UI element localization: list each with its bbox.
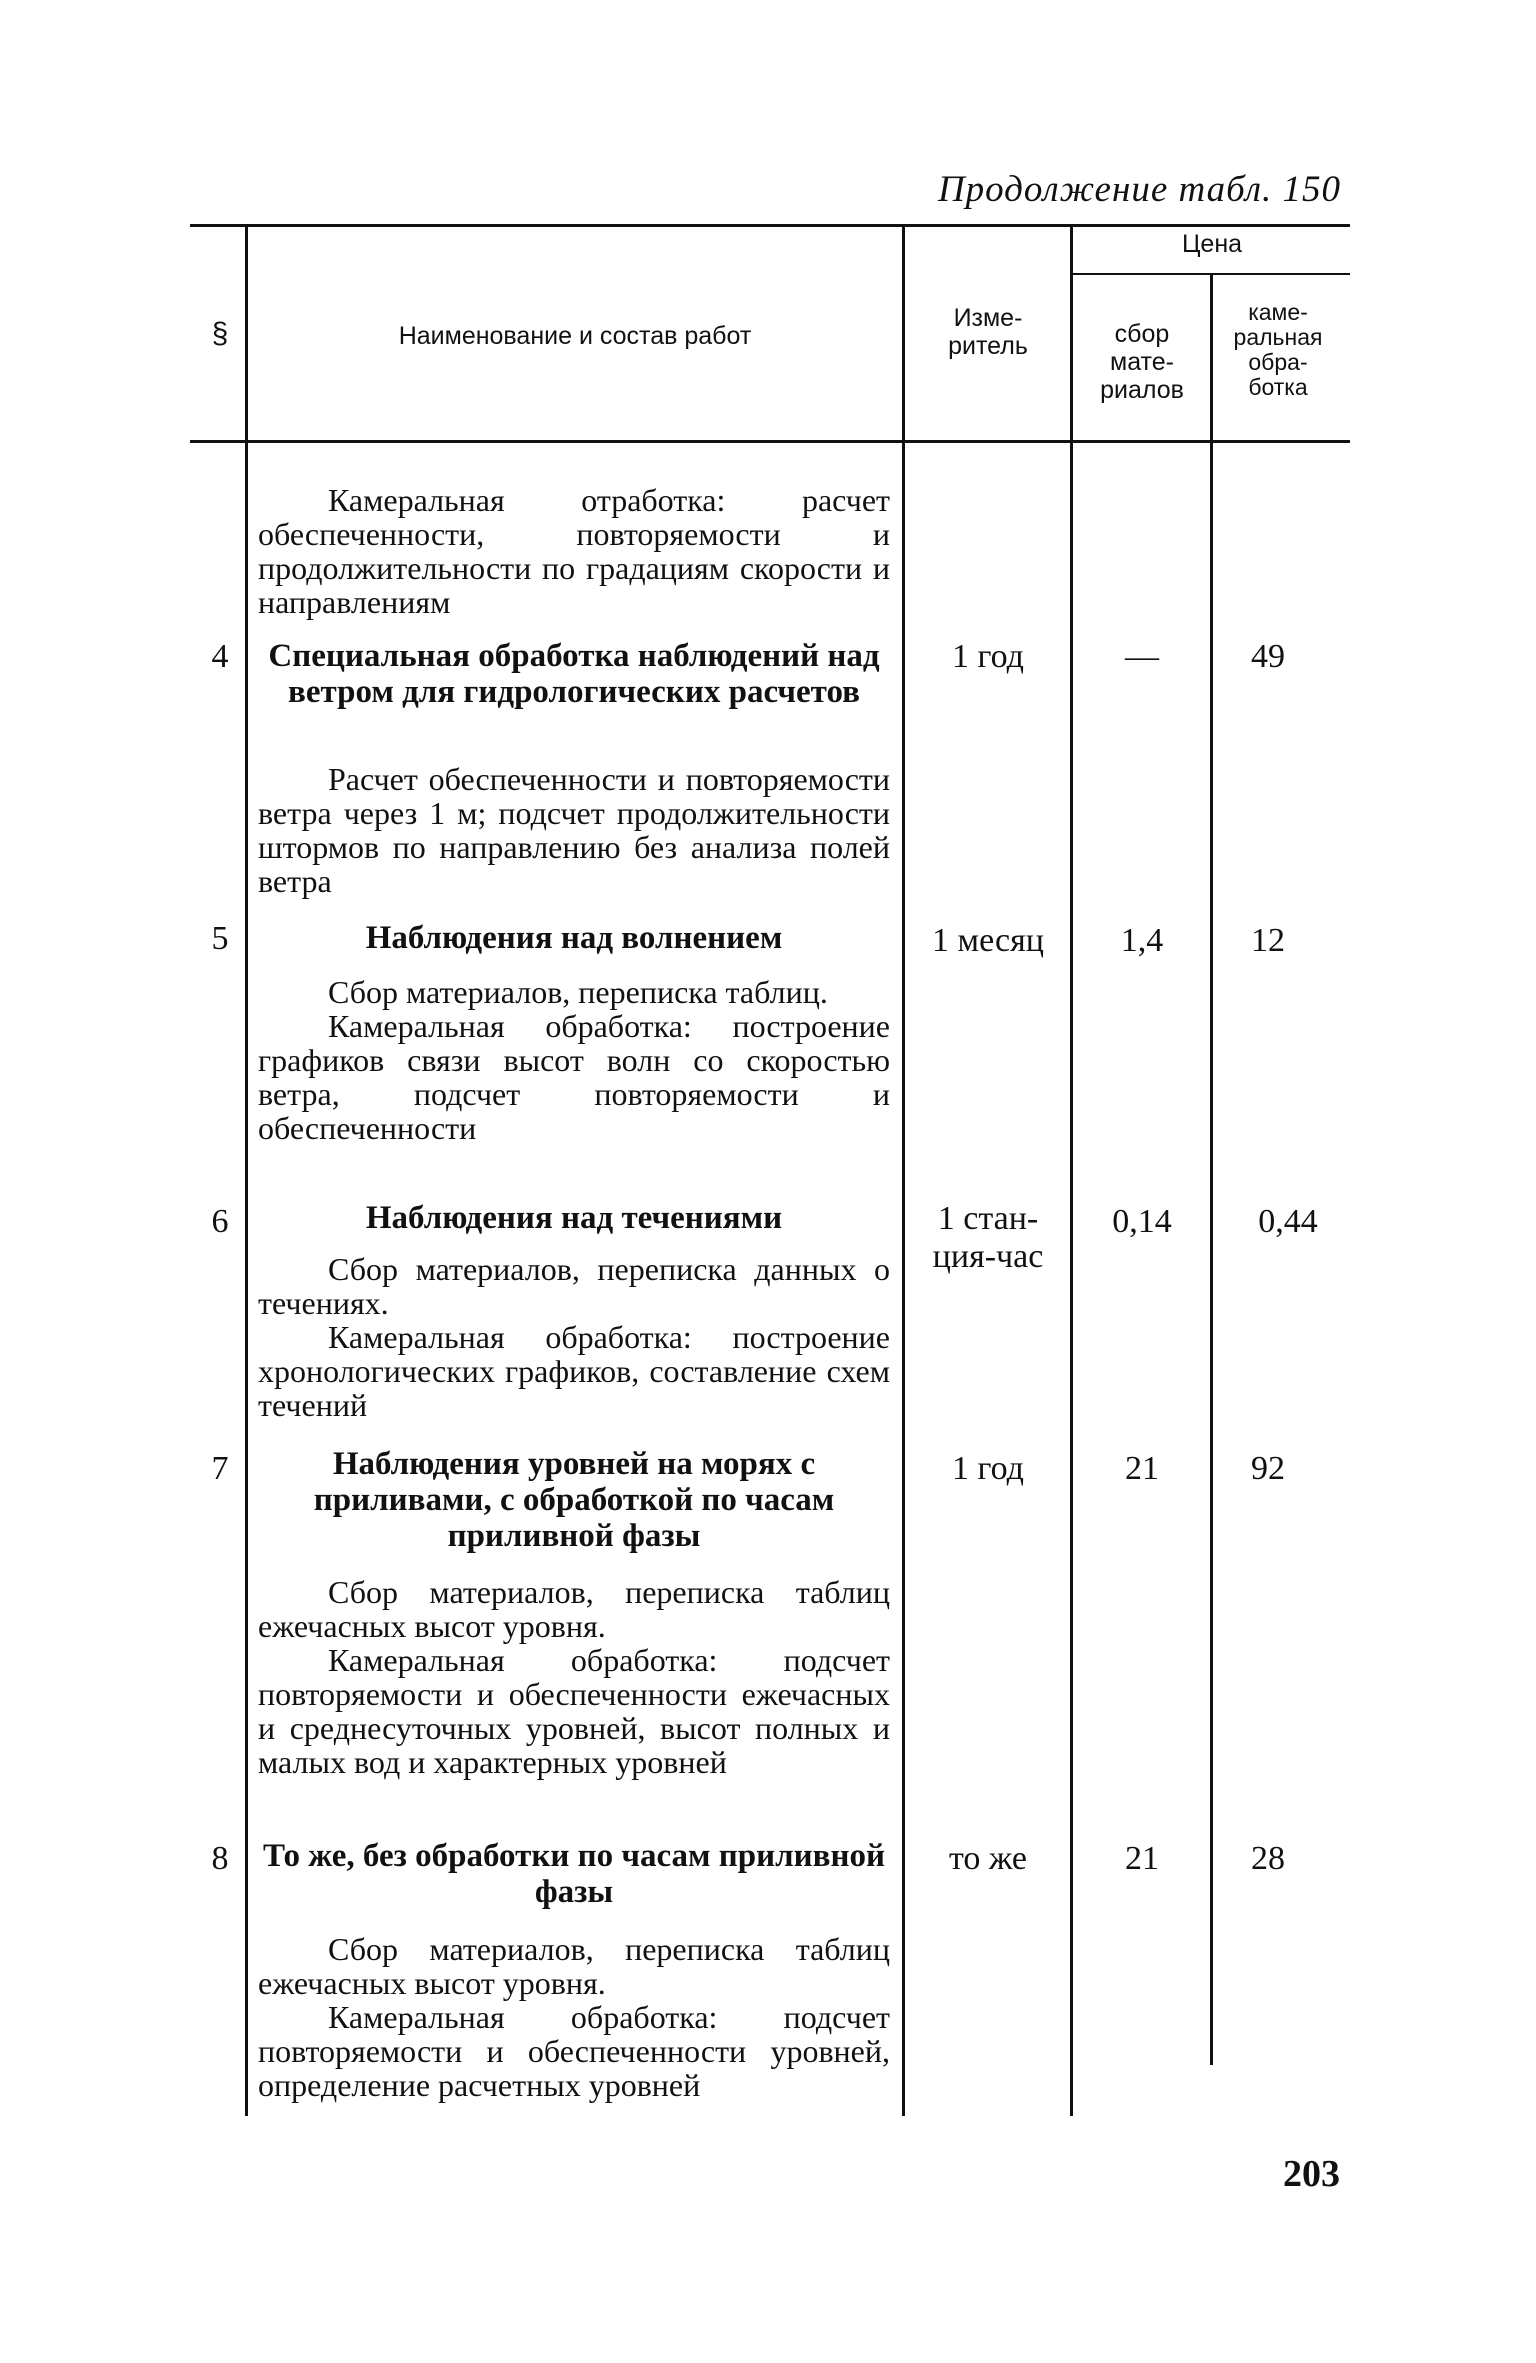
row-number: 4 [211,638,229,675]
row-number: 7 [211,1450,229,1487]
row-processing: 49 [1251,638,1285,675]
header-materials: сбор мате- риалов [1100,320,1184,404]
row-title: Наблюдения над волнением [365,920,783,956]
header-unit: Изме- ритель [948,304,1028,360]
col-rule-3 [1070,226,1073,2116]
col-rule-2 [902,226,905,2116]
row-number: 8 [211,1840,229,1877]
col-rule-4 [1210,275,1213,2065]
row-processing: 28 [1251,1840,1285,1877]
page-number: 203 [1283,2153,1340,2195]
row-processing: 12 [1251,922,1285,959]
header-price: Цена [1181,230,1243,258]
row-materials: — [1125,638,1159,675]
row-unit: 1 стан- ция-час [932,1200,1044,1275]
table-caption: Продолжение табл. 150 [937,169,1341,210]
row-processing: 92 [1251,1450,1285,1487]
row-title: То же, без обработки по часам приливной фазы [262,1838,886,1910]
header-name: Наименование и состав работ [398,322,752,350]
row-description: Расчет обеспеченности и повторяемости ветра через 1 м; подсчет продолжительности штормов по направлению без анализа полей ветра [258,761,890,899]
row-unit: 1 месяц [932,922,1044,959]
row-description: Сбор материалов, переписка данных о течениях. Камеральная обработка: построение хронологических графиков, составление схем течений [258,1251,890,1423]
row-title: Наблюдения над течениями [365,1200,783,1236]
header-processing: каме- ральная обра- ботка [1233,299,1323,400]
intro-paragraph: Камеральная отработка: расчет обеспеченности, повторяемости и продолжительности по градациям скорости и направлениям [258,482,890,620]
row-description: Сбор материалов, переписка таблиц ежечасных высот уровня. Камеральная обработка: подсчет повторяемости и обеспеченности ежечасных и среднесуточных уровней, высот полных и малых вод и характерных уровней [258,1574,890,1780]
col-rule-1 [245,226,248,2116]
row-unit: 1 год [952,638,1024,675]
row-title: Наблюдения уровней на морях с приливами, с обработкой по часам приливной фазы [313,1446,835,1554]
row-materials: 21 [1125,1840,1159,1877]
row-number: 5 [211,920,229,957]
row-materials: 21 [1125,1450,1159,1487]
row-description: Сбор материалов, переписка таблиц. Камеральная обработка: построение графиков связи высот волн со скоростью ветра, подсчет повторяемости и обеспеченности [258,974,890,1146]
row-unit: то же [948,1840,1028,1877]
header-section: § [211,317,229,350]
row-unit: 1 год [952,1450,1024,1487]
header-bottom-rule [190,440,1350,443]
row-description: Сбор материалов, переписка таблиц ежечасных высот уровня. Камеральная обработка: подсчет повторяемости и обеспеченности уровней, определение расчетных уровней [258,1931,890,2103]
row-title: Специальная обработка наблюдений над ветром для гидрологических расчетов [268,638,880,710]
row-processing: 0,44 [1258,1203,1318,1240]
header-top-rule [190,224,1350,227]
row-materials: 1,4 [1120,922,1164,959]
row-number: 6 [211,1203,229,1240]
row-materials: 0,14 [1112,1203,1172,1240]
